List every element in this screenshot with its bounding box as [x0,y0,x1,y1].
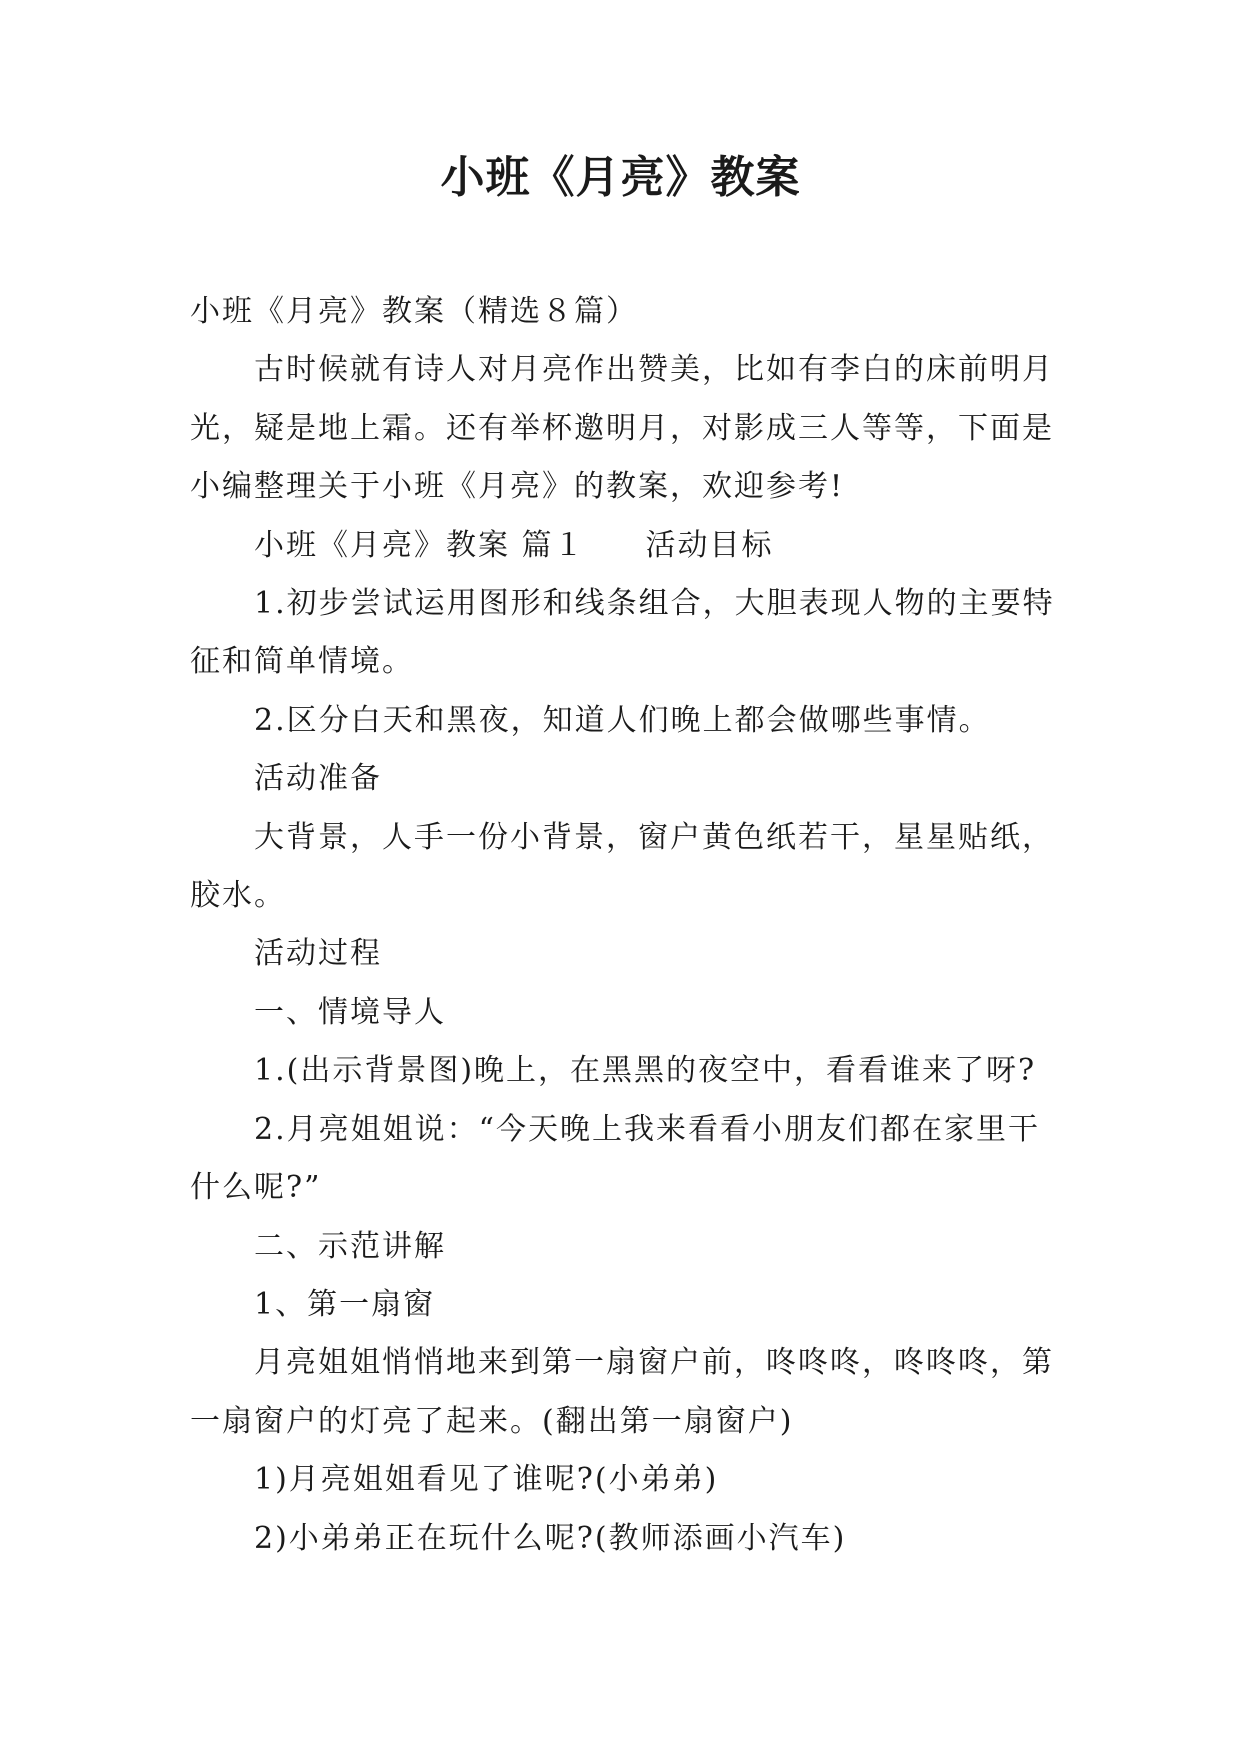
section-heading-suffix: 活动目标 [645,527,774,563]
question-1: 1)月亮姐姐看见了谁呢?(小弟弟) [254,1462,719,1498]
goal-item-2: 2.区分白天和黑夜，知道人们晚上都会做哪些事情。 [254,702,991,738]
step-1: 1.(出示背景图)晚上，在黑黑的夜空中，看看谁来了呀? [254,1053,1037,1089]
process-heading: 活动过程 [254,936,382,972]
window-1-paragraph: 月亮姐姐悄悄地来到第一扇窗户前，咚咚咚，咚咚咚，第一扇窗户的灯亮了起来。(翻出第一扇窗户) [190,1345,1054,1439]
step-2: 2.月亮姐姐说：“今天晚上我来看看小朋友们都在家里干什么呢?” [190,1111,1040,1206]
prep-paragraph: 大背景，人手一份小背景，窗户黄色纸若干，星星贴纸，胶水。 [190,819,1054,914]
question-2: 2)小弟弟正在玩什么呢?(教师添画小汽车) [254,1520,847,1556]
document-subtitle: 小班《月亮》教案（精选８篇） [190,294,638,329]
document-body [190,283,1070,1568]
section-heading-line [190,517,1070,575]
prep-heading: 活动准备 [254,761,382,797]
part-2-heading: 二、示范讲解 [254,1228,446,1264]
part-1-heading: 一、情境导人 [254,994,446,1030]
intro-paragraph: 古时候就有诗人对月亮作出赞美，比如有李白的床前明月光，疑是地上霜。还有举杯邀明月，对影成三人等等，下面是小编整理关于小班《月亮》的教案，欢迎参考! [190,352,1054,505]
section-heading: 小班《月亮》教案 篇１ [254,527,586,563]
window-1-heading: 1、第一扇窗 [254,1286,436,1322]
goal-item-1: 1.初步尝试运用图形和线条组合，大胆表现人物的主要特征和简单情境。 [190,586,1055,680]
document-title: 小班《月亮》教案 [440,152,801,203]
